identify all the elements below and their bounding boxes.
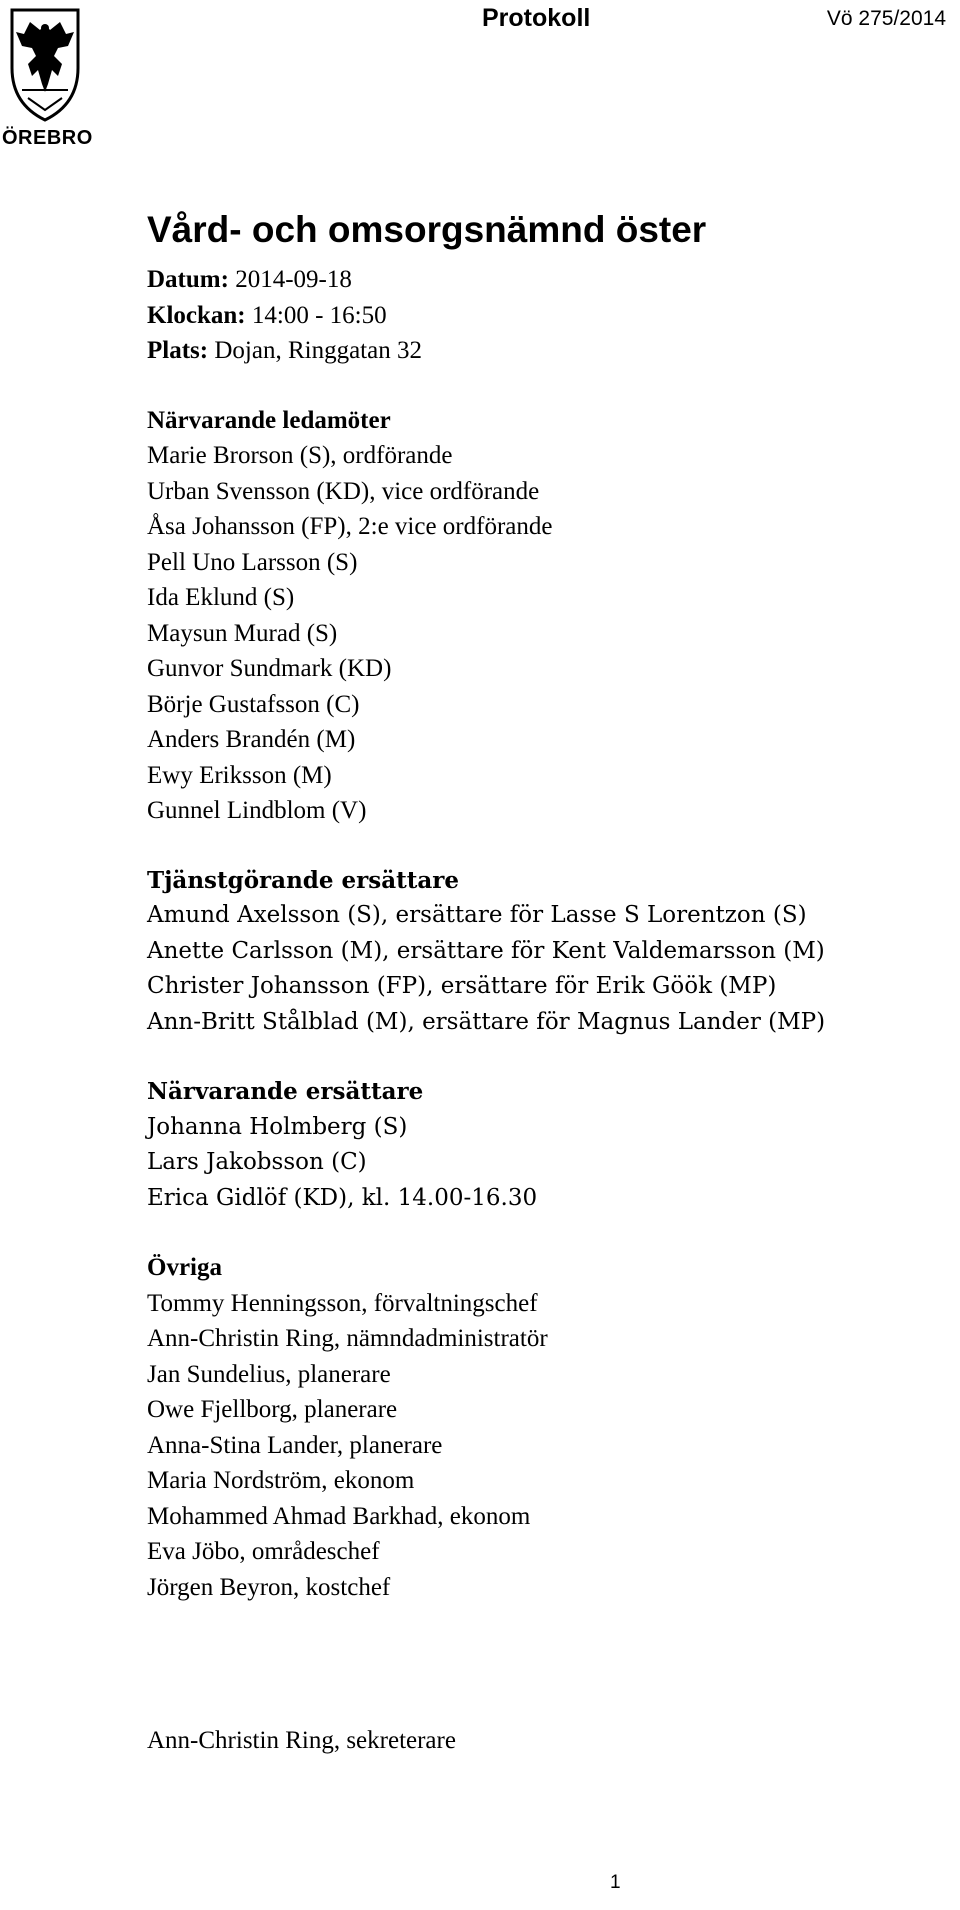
document-reference: Vö 275/2014 bbox=[826, 7, 946, 30]
logo-text: ÖREBRO bbox=[2, 127, 93, 149]
list-item: Gunvor Sundmark (KD) bbox=[147, 655, 392, 682]
list-item: Åsa Johansson (FP), 2:e vice ordförande bbox=[147, 513, 553, 540]
section-heading: Närvarande ersättare bbox=[147, 1078, 424, 1105]
section-present-members bbox=[147, 403, 937, 829]
list-item: Johanna Holmberg (S) bbox=[147, 1113, 408, 1140]
list-item: Urban Svensson (KD), vice ordförande bbox=[147, 477, 540, 505]
list-item: Ida Eklund (S) bbox=[147, 584, 295, 611]
meta-place-value: Dojan, Ringgatan 32 bbox=[214, 337, 422, 364]
list-item: Ann-Christin Ring, nämndadministratör bbox=[147, 1325, 548, 1352]
meta-date-value: 2014-09-18 bbox=[235, 266, 352, 293]
list-item: Lars Jakobsson (C) bbox=[147, 1149, 367, 1175]
list-item: Gunnel Lindblom (V) bbox=[147, 797, 367, 824]
meta-date-label: Datum: bbox=[147, 266, 229, 293]
protocol-content bbox=[147, 206, 937, 1784]
section-heading: Närvarande ledamöter bbox=[147, 406, 391, 434]
meta-time bbox=[147, 298, 937, 334]
meta-place-label: Plats: bbox=[147, 337, 209, 364]
list-item: Ann-Britt Stålblad (M), ersättare för Magnus Lander (MP) bbox=[147, 1008, 826, 1035]
list-item: Amund Axelsson (S), ersättare för Lasse S Lorentzon (S) bbox=[147, 902, 807, 928]
section-heading: Övriga bbox=[147, 1254, 222, 1281]
list-item: Marie Brorson (S), ordförande bbox=[147, 442, 453, 469]
list-item: Maysun Murad (S) bbox=[147, 619, 338, 647]
section-present-substitutes bbox=[147, 1074, 937, 1216]
meta-date bbox=[147, 262, 937, 298]
coat-of-arms-icon bbox=[8, 6, 82, 124]
list-item: Anders Brandén (M) bbox=[147, 726, 356, 753]
meta-time-value: 14:00 - 16:50 bbox=[251, 301, 387, 329]
list-item: Jan Sundelius, planerare bbox=[147, 1360, 391, 1388]
list-item: Maria Nordström, ekonom bbox=[147, 1467, 415, 1494]
page-title: Vård- och omsorgsnämnd öster bbox=[147, 209, 707, 250]
list-item: Tommy Henningsson, förvaltningschef bbox=[147, 1289, 538, 1317]
section-serving-substitutes bbox=[147, 863, 937, 1041]
orebro-logo bbox=[0, 0, 100, 150]
list-item: Jörgen Beyron, kostchef bbox=[147, 1573, 391, 1601]
list-item: Anette Carlsson (M), ersättare för Kent Valdemarsson (M) bbox=[147, 937, 825, 964]
section-heading: Tjänstgörande ersättare bbox=[147, 866, 460, 894]
list-item: Mohammed Ahmad Barkhad, ekonom bbox=[147, 1502, 531, 1530]
page-number: 1 bbox=[610, 1872, 621, 1893]
list-item: Ewy Eriksson (M) bbox=[147, 761, 332, 789]
list-item: Pell Uno Larsson (S) bbox=[147, 548, 358, 576]
document-type: Protokoll bbox=[482, 4, 591, 32]
list-item: Owe Fjellborg, planerare bbox=[147, 1396, 398, 1423]
list-item: Eva Jöbo, områdeschef bbox=[147, 1538, 380, 1565]
meta-place bbox=[147, 333, 937, 369]
meta-time-label: Klockan: bbox=[147, 301, 246, 329]
list-item: Christer Johansson (FP), ersättare för Erik Göök (MP) bbox=[147, 973, 777, 999]
secretary-signature-line: Ann-Christin Ring, sekreterare bbox=[147, 1727, 456, 1754]
section-others bbox=[147, 1250, 937, 1605]
list-item: Anna-Stina Lander, planerare bbox=[147, 1431, 443, 1459]
list-item: Börje Gustafsson (C) bbox=[147, 690, 360, 718]
list-item: Erica Gidlöf (KD), kl. 14.00-16.30 bbox=[147, 1184, 538, 1211]
